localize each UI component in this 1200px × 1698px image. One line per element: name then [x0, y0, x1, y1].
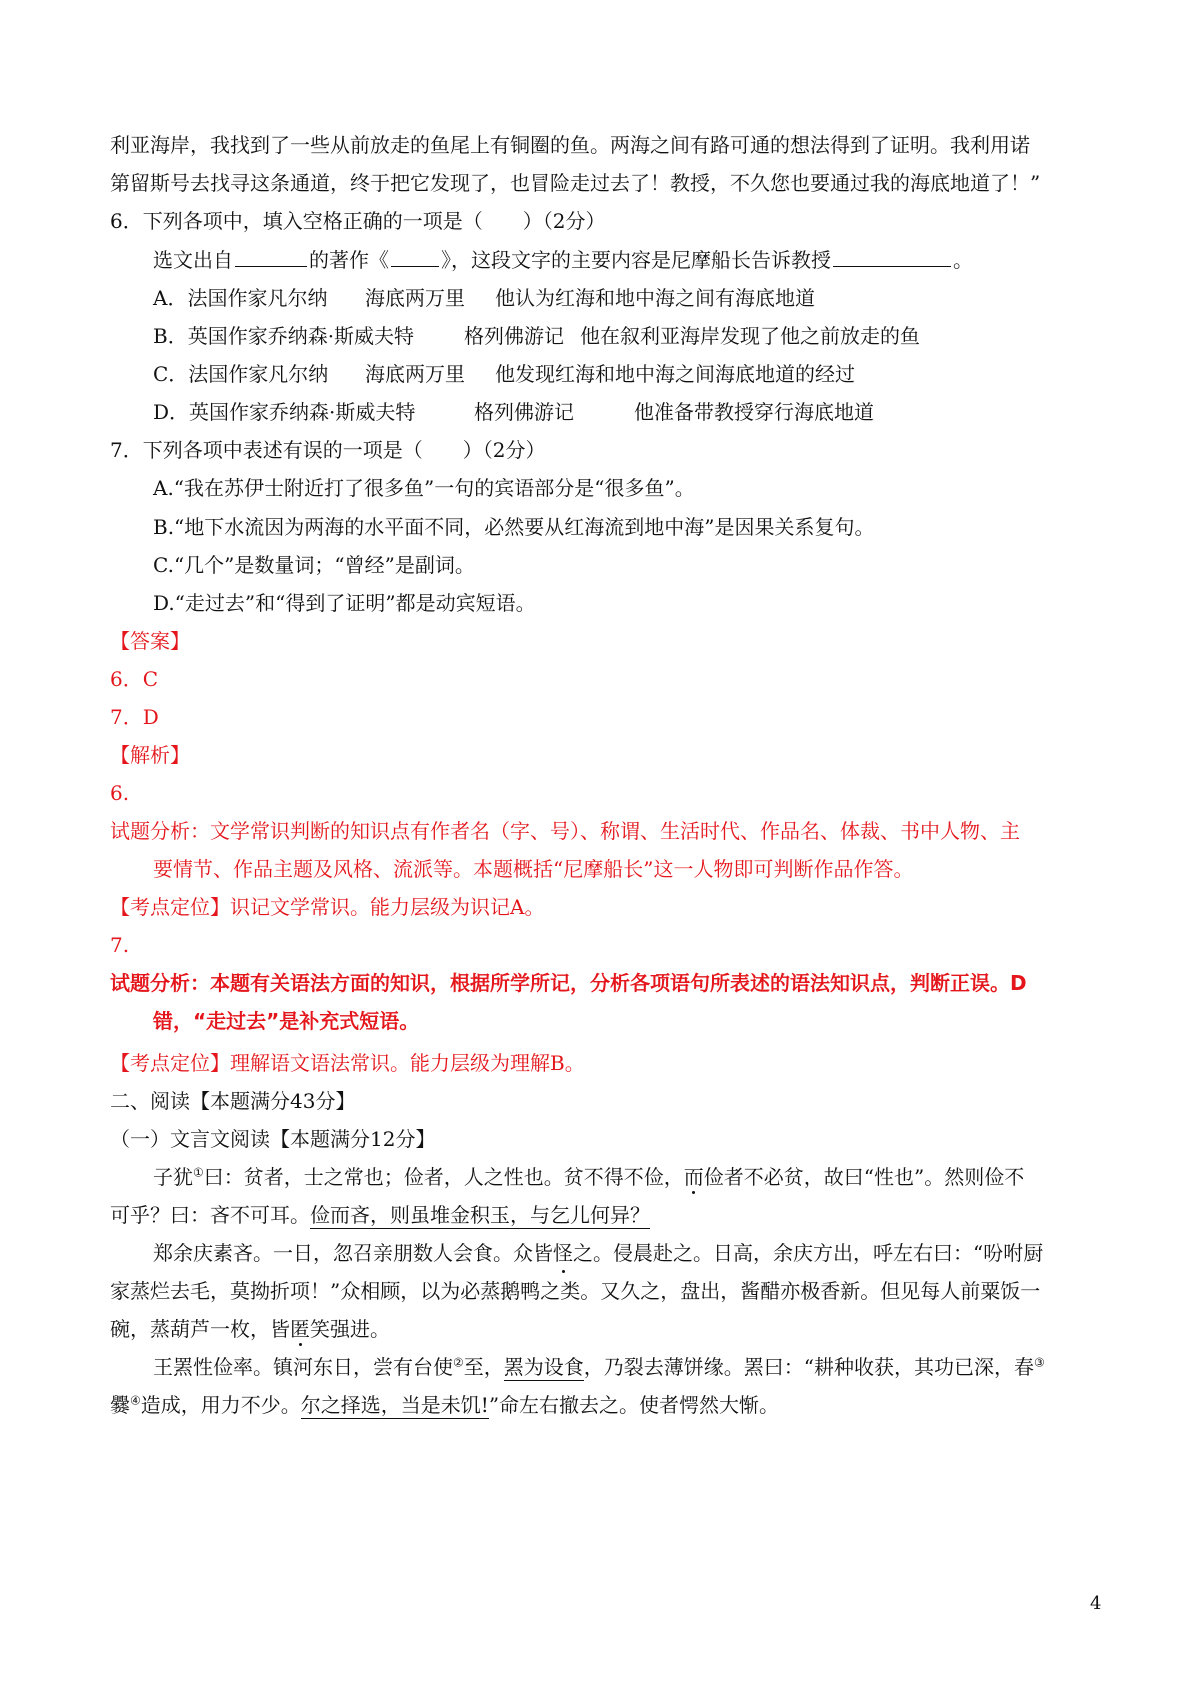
- option-a-content: 他认为红海和地中海之间有海底地道: [495, 286, 815, 310]
- passage-line-2: 第留斯号去找寻这条通道，终于把它发现了，也冒险走过去了！教授，不久您也要通过我的海底地道了！”: [110, 171, 1041, 195]
- classical-p2-line-2: 家蒸烂去毛，莫拗折项！”众相顾，以为必蒸鹅鸭之类。又久之，盘出，酱醋亦极香新。但见每人前粟饭一: [110, 1279, 1041, 1303]
- keypoint-6-text: 识记文学常识。能力层级为识记A。: [230, 895, 545, 919]
- keypoint-7-text: 理解语文语法常识。能力层级为理解B。: [230, 1051, 585, 1075]
- footnote-2-marker: ②: [453, 1355, 464, 1370]
- classical-p3-segment-5: 造成，用力不少。: [140, 1393, 301, 1417]
- question-7-option-a: A.“我在苏伊士附近打了很多鱼”一句的宾语部分是“很多鱼”。: [153, 476, 695, 500]
- blank-content: [833, 246, 951, 267]
- option-b-author: B．英国作家乔纳森·斯威夫特: [153, 324, 415, 348]
- question-6-option-b: [153, 321, 920, 351]
- question-7-option-d: D.“走过去”和“得到了证明”都是动宾短语。: [153, 591, 536, 615]
- option-a-work: 海底两万里: [365, 286, 465, 310]
- classical-p3-segment-2: 至，: [463, 1355, 504, 1379]
- keypoint-7: [110, 1048, 585, 1078]
- option-c-author: C．法国作家凡尔纳: [153, 362, 329, 386]
- option-d-author: D．英国作家乔纳森·斯威夫特: [153, 400, 416, 424]
- underlined-sentence-3: 尔之择选，当是未饥!: [300, 1393, 489, 1417]
- question-7-stem: 7．下列各项中表述有误的一项是（ ）（2分）: [110, 438, 546, 462]
- classical-p3-line-1: [153, 1352, 1045, 1382]
- keypoint-7-tag: 【考点定位】: [110, 1051, 230, 1075]
- question-7-option-b: B.“地下水流因为两海的水平面不同，必然要从红海流到地中海”是因果关系复句。: [153, 515, 875, 539]
- section-2-subtitle: （一）文言文阅读【本题满分12分】: [110, 1127, 436, 1151]
- analysis-heading: 【解析】: [110, 743, 190, 767]
- classical-p2-line-1: [153, 1238, 1102, 1268]
- footnote-3-marker: ③: [1034, 1355, 1045, 1370]
- question-6-stem: 6．下列各项中，填入空格正确的一项是（ ）（2分）: [110, 209, 606, 233]
- question-7-option-c: C.“几个”是数量词；“曾经”是副词。: [153, 553, 475, 577]
- fill-text-4: 。: [953, 248, 973, 272]
- section-2-title: 二、阅读【本题满分43分】: [110, 1089, 356, 1113]
- analysis-7-line-1: 试题分析：本题有关语法方面的知识，根据所学所记，分析各项语句所表述的语法知识点，判断正误。D: [110, 971, 1027, 995]
- blank-work: [391, 246, 439, 267]
- question-6-option-a: [153, 283, 815, 313]
- classical-p2-segment: 郑余庆素吝。一日，忽召亲朋数人会食。众皆: [153, 1241, 553, 1265]
- dotted-word-ni: 匿: [290, 1317, 310, 1341]
- answer-heading: 【答案】: [110, 629, 190, 653]
- underlined-sentence-1: 俭而吝，则虽堆金积玉，与乞儿何异？: [310, 1203, 650, 1227]
- classical-p3-segment-3: ，乃裂去薄饼缘。罴曰：“耕种收获，其功已深，春: [583, 1355, 1034, 1379]
- option-b-content: 他在叙利亚海岸发现了他之前放走的鱼: [580, 324, 920, 348]
- classical-p2-segment-3: 碗，蒸葫芦一枚，皆: [110, 1317, 290, 1341]
- classical-p3-line-2: [110, 1390, 779, 1420]
- analysis-6-number: 6.: [110, 781, 130, 805]
- fill-text-1: 选文出自: [153, 248, 233, 272]
- underlined-phrase-2: 罴为设食: [503, 1355, 584, 1379]
- keypoint-6-tag: 【考点定位】: [110, 895, 230, 919]
- classical-p1-line-2: [110, 1200, 650, 1230]
- passage-line-1: 利亚海岸，我找到了一些从前放走的鱼尾上有铜圈的鱼。两海之间有路可通的想法得到了证明。我利用诺: [110, 133, 1030, 157]
- footnote-1-marker: ①: [193, 1165, 204, 1180]
- classical-p2-line-3: [110, 1314, 390, 1344]
- option-d-content: 他准备带教授穿行海底地道: [634, 400, 874, 424]
- footnote-4-marker: ④: [130, 1393, 141, 1408]
- keypoint-6: [110, 892, 544, 922]
- option-c-work: 海底两万里: [365, 362, 465, 386]
- fill-text-2: 的著作《: [309, 248, 389, 272]
- page-number: 4: [1090, 1593, 1102, 1614]
- option-a-author: A．法国作家凡尔纳: [153, 286, 328, 310]
- option-d-work: 格列佛游记: [474, 400, 574, 424]
- zi-you-text: 子犹: [153, 1165, 193, 1189]
- question-6-option-c: [153, 359, 855, 389]
- classical-p1-line-1: [153, 1162, 1102, 1192]
- classical-p1-segment-2: 俭者不必贫，故曰“性也”。然则俭不: [703, 1165, 1025, 1189]
- dotted-word-er: 而: [683, 1165, 704, 1189]
- analysis-7-line-2: 错，“走过去”是补充式短语。: [153, 1009, 420, 1033]
- classical-p1-segment-3: 可乎？曰：吝不可耳。: [110, 1203, 310, 1227]
- fill-text-3: 》，这段文字的主要内容是尼摩船长告诉教授: [441, 248, 831, 272]
- classical-p3-segment-6: ”命左右撤去之。使者愕然大惭。: [488, 1393, 780, 1417]
- answer-7: 7．D: [110, 705, 159, 729]
- classical-p2-segment-4: 笑强进。: [310, 1317, 390, 1341]
- option-c-content: 他发现红海和地中海之间海底地道的经过: [495, 362, 855, 386]
- question-6-option-d: [153, 397, 874, 427]
- dotted-word-guai: 怪: [553, 1238, 573, 1268]
- analysis-6-line-2: 要情节、作品主题及风格、流派等。本题概括“尼摩船长”这一人物即可判断作品作答。: [153, 857, 914, 881]
- analysis-6-line-1: 试题分析：文学常识判断的知识点有作者名（字、号）、称谓、生活时代、作品名、体裁、书中人物、主: [110, 819, 1020, 843]
- answer-6: 6．C: [110, 667, 159, 691]
- question-6-fill-sentence: [153, 245, 973, 275]
- option-b-work: 格列佛游记: [464, 324, 564, 348]
- classical-p1-segment: 曰：贫者，士之常也；俭者，人之性也。贫不得不俭，: [203, 1165, 684, 1189]
- classical-p3-segment: 王罴性俭率。镇河东日，尝有台使: [153, 1355, 453, 1379]
- classical-p2-segment-2: 之。侵晨赴之。日高，余庆方出，呼左右曰：“吩咐厨: [573, 1241, 1044, 1265]
- classical-p3-segment-4: 爨: [110, 1393, 130, 1417]
- blank-author: [235, 246, 307, 267]
- analysis-7-number: 7.: [110, 933, 130, 957]
